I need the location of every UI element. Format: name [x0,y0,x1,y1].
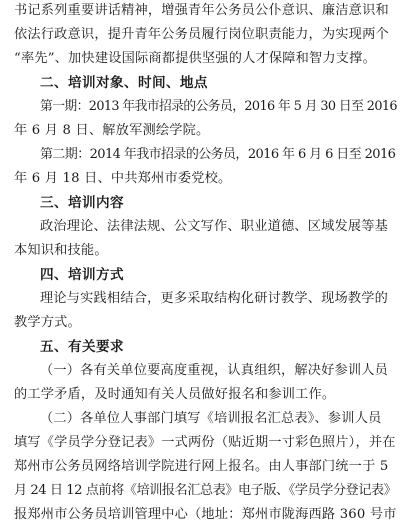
section-heading: 三、培训内容 [40,195,124,211]
section-heading: 五、有关要求 [40,339,124,355]
body-line: 月 24 日 12 点前将《培训报名汇总表》电子版、《学员学分登记表》 [14,483,397,498]
body-line: （一）各有关单位要高度重视，认真组织，解决好参训人员 [40,363,389,378]
body-line: 书记系列重要讲话精神，增强青年公务员公仆意识、廉洁意识和 [14,3,389,18]
section-heading: 二、培训对象、时间、地点 [40,75,208,91]
section-heading: 四、培训方式 [40,267,124,283]
body-line: “率先”、加快建设国际商都提供坚强的人才保障和智力支撑。 [14,51,376,66]
body-line: 报郑州市公务员培训管理中心（地址：郑州市陇海西路 360 号市 [14,507,397,522]
body-line: 郑州市公务员网络培训学院进行网上报名。由人事部门统一于 5 [14,459,389,474]
body-line: 第一期：2013 年我市招录的公务员，2016 年 5 月 30 日至 2016 [40,99,397,114]
body-line: 年 6 月 18 日、中共郑州市委党校。 [14,171,232,186]
body-line: 依法行政意识，提升青年公务员履行岗位职责能力，为实现两个 [14,27,389,42]
body-line: 年 6 月 8 日、解放军测绘学院。 [14,123,210,138]
body-line: 本知识和技能。 [14,243,108,258]
body-line: 第二期：2014 年我市招录的公务员，2016 年 6 月 6 日至 2016 [40,147,396,162]
body-line: 理论与实践相结合，更多采取结构化研讨教学、现场教学的 [40,291,389,306]
body-line: 教学方式。 [14,315,81,330]
body-line: 政治理论、法律法规、公文写作、职业道德、区域发展等基 [40,219,389,234]
body-line: （二）各单位人事部门填写《培训报名汇总表》、参训人员 [40,411,382,426]
body-line: 填写《学员学分登记表》一式两份（贴近期一寸彩色照片），并在 [14,435,396,450]
body-line: 的工学矛盾，及时通知有关人员做好报名和参训工作。 [14,387,336,402]
